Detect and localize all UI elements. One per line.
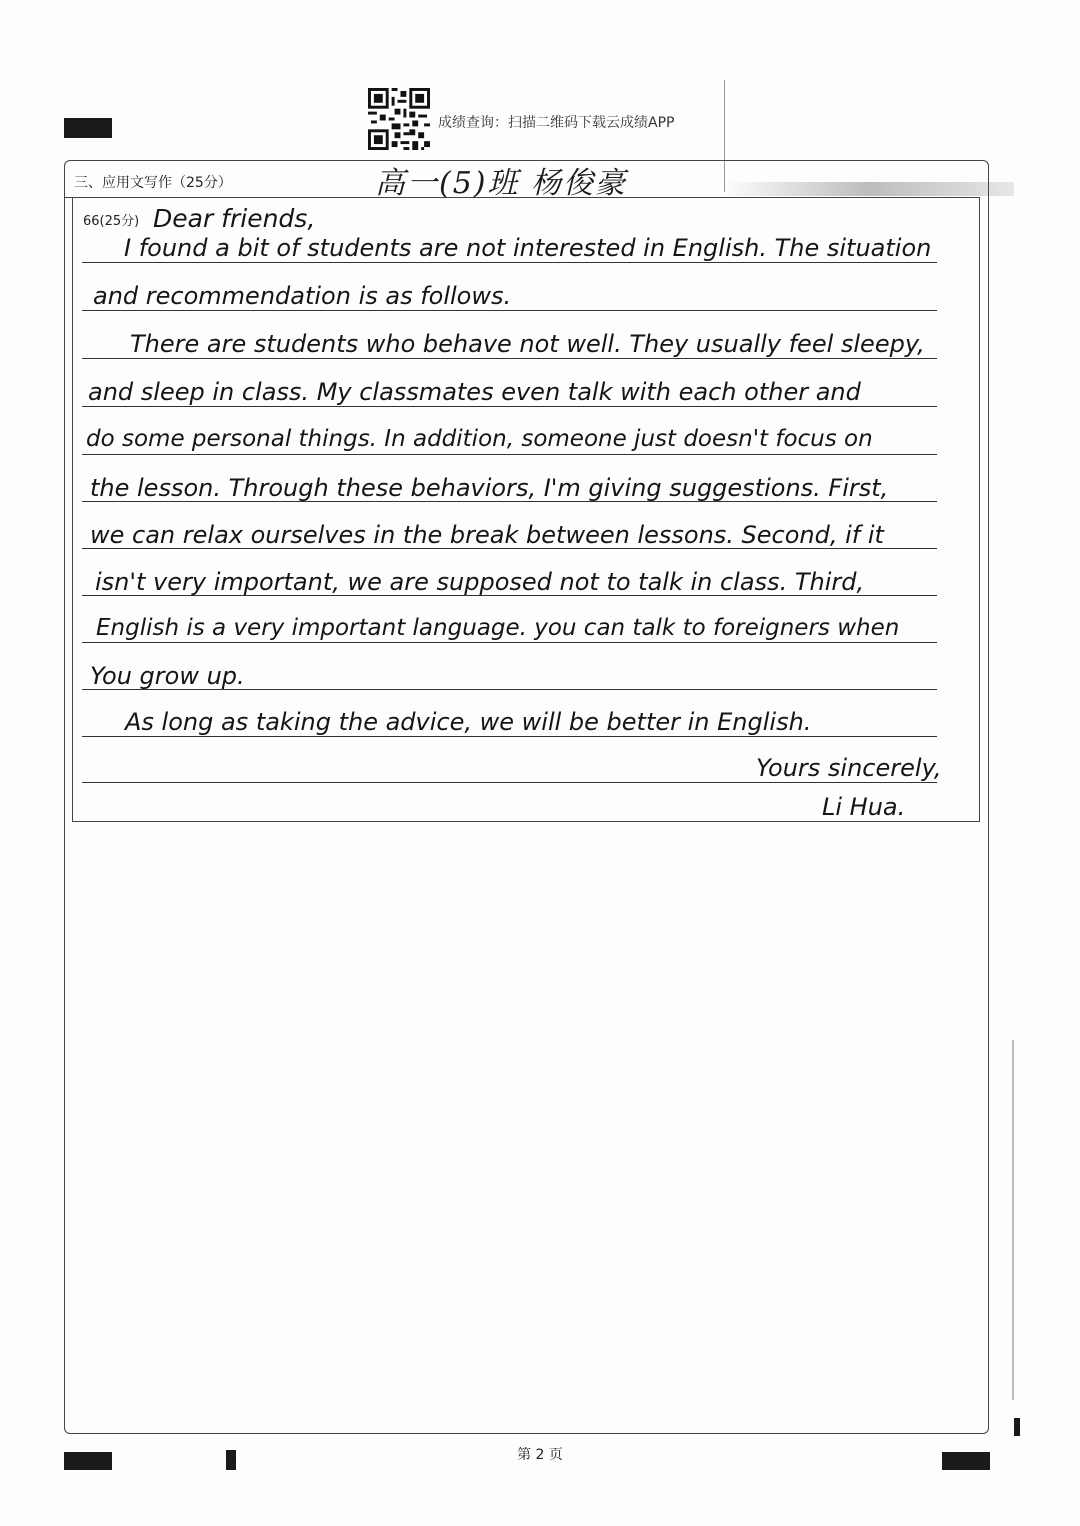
ruled-line [82, 454, 937, 455]
essay-line: I found a bit of students are not interested in English. The situation [124, 234, 932, 262]
registration-mark-right-edge [1014, 1418, 1020, 1436]
ruled-line [82, 358, 937, 359]
qr-code-icon [368, 88, 430, 150]
registration-mark-top-left [64, 118, 112, 138]
essay-line: do some personal things. In addition, someone just doesn't focus on [86, 426, 873, 452]
ruled-line [82, 642, 937, 643]
section-title: 三、应用文写作（25分） [74, 175, 232, 191]
scan-edge-line [1012, 1040, 1014, 1400]
essay-line: English is a very important language. you can talk to foreigners when [96, 615, 900, 641]
student-class-name: 高一(5)班 杨俊豪 [375, 166, 628, 201]
essay-signature: Li Hua. [822, 793, 906, 821]
essay-line: There are students who behave not well. They usually feel sleepy, [130, 330, 925, 358]
essay-line: Dear friends, [153, 204, 316, 233]
ruled-line [82, 262, 937, 263]
page-number: 第 2 页 [517, 1447, 563, 1463]
question-number: 66(25分) [83, 214, 140, 229]
essay-line: we can relax ourselves in the break between lessons. Second, if it [90, 521, 884, 549]
ruled-line [82, 782, 937, 783]
score-query-instruction: 成绩查询：扫描二维码下载云成绩APP [438, 115, 675, 131]
essay-line: and sleep in class. My classmates even talk with each other and [88, 378, 861, 406]
essay-line: and recommendation is as follows. [93, 282, 512, 310]
ruled-line [82, 406, 937, 407]
essay-signoff: Yours sincerely, [756, 754, 942, 782]
essay-line: isn't very important, we are supposed not to talk in class. Third, [95, 568, 865, 596]
essay-line: the lesson. Through these behaviors, I'm giving suggestions. First, [90, 474, 889, 502]
ruled-line [82, 310, 937, 311]
essay-line: You grow up. [90, 662, 245, 690]
ruled-line [82, 736, 937, 737]
essay-line: As long as taking the advice, we will be better in English. [125, 708, 812, 736]
